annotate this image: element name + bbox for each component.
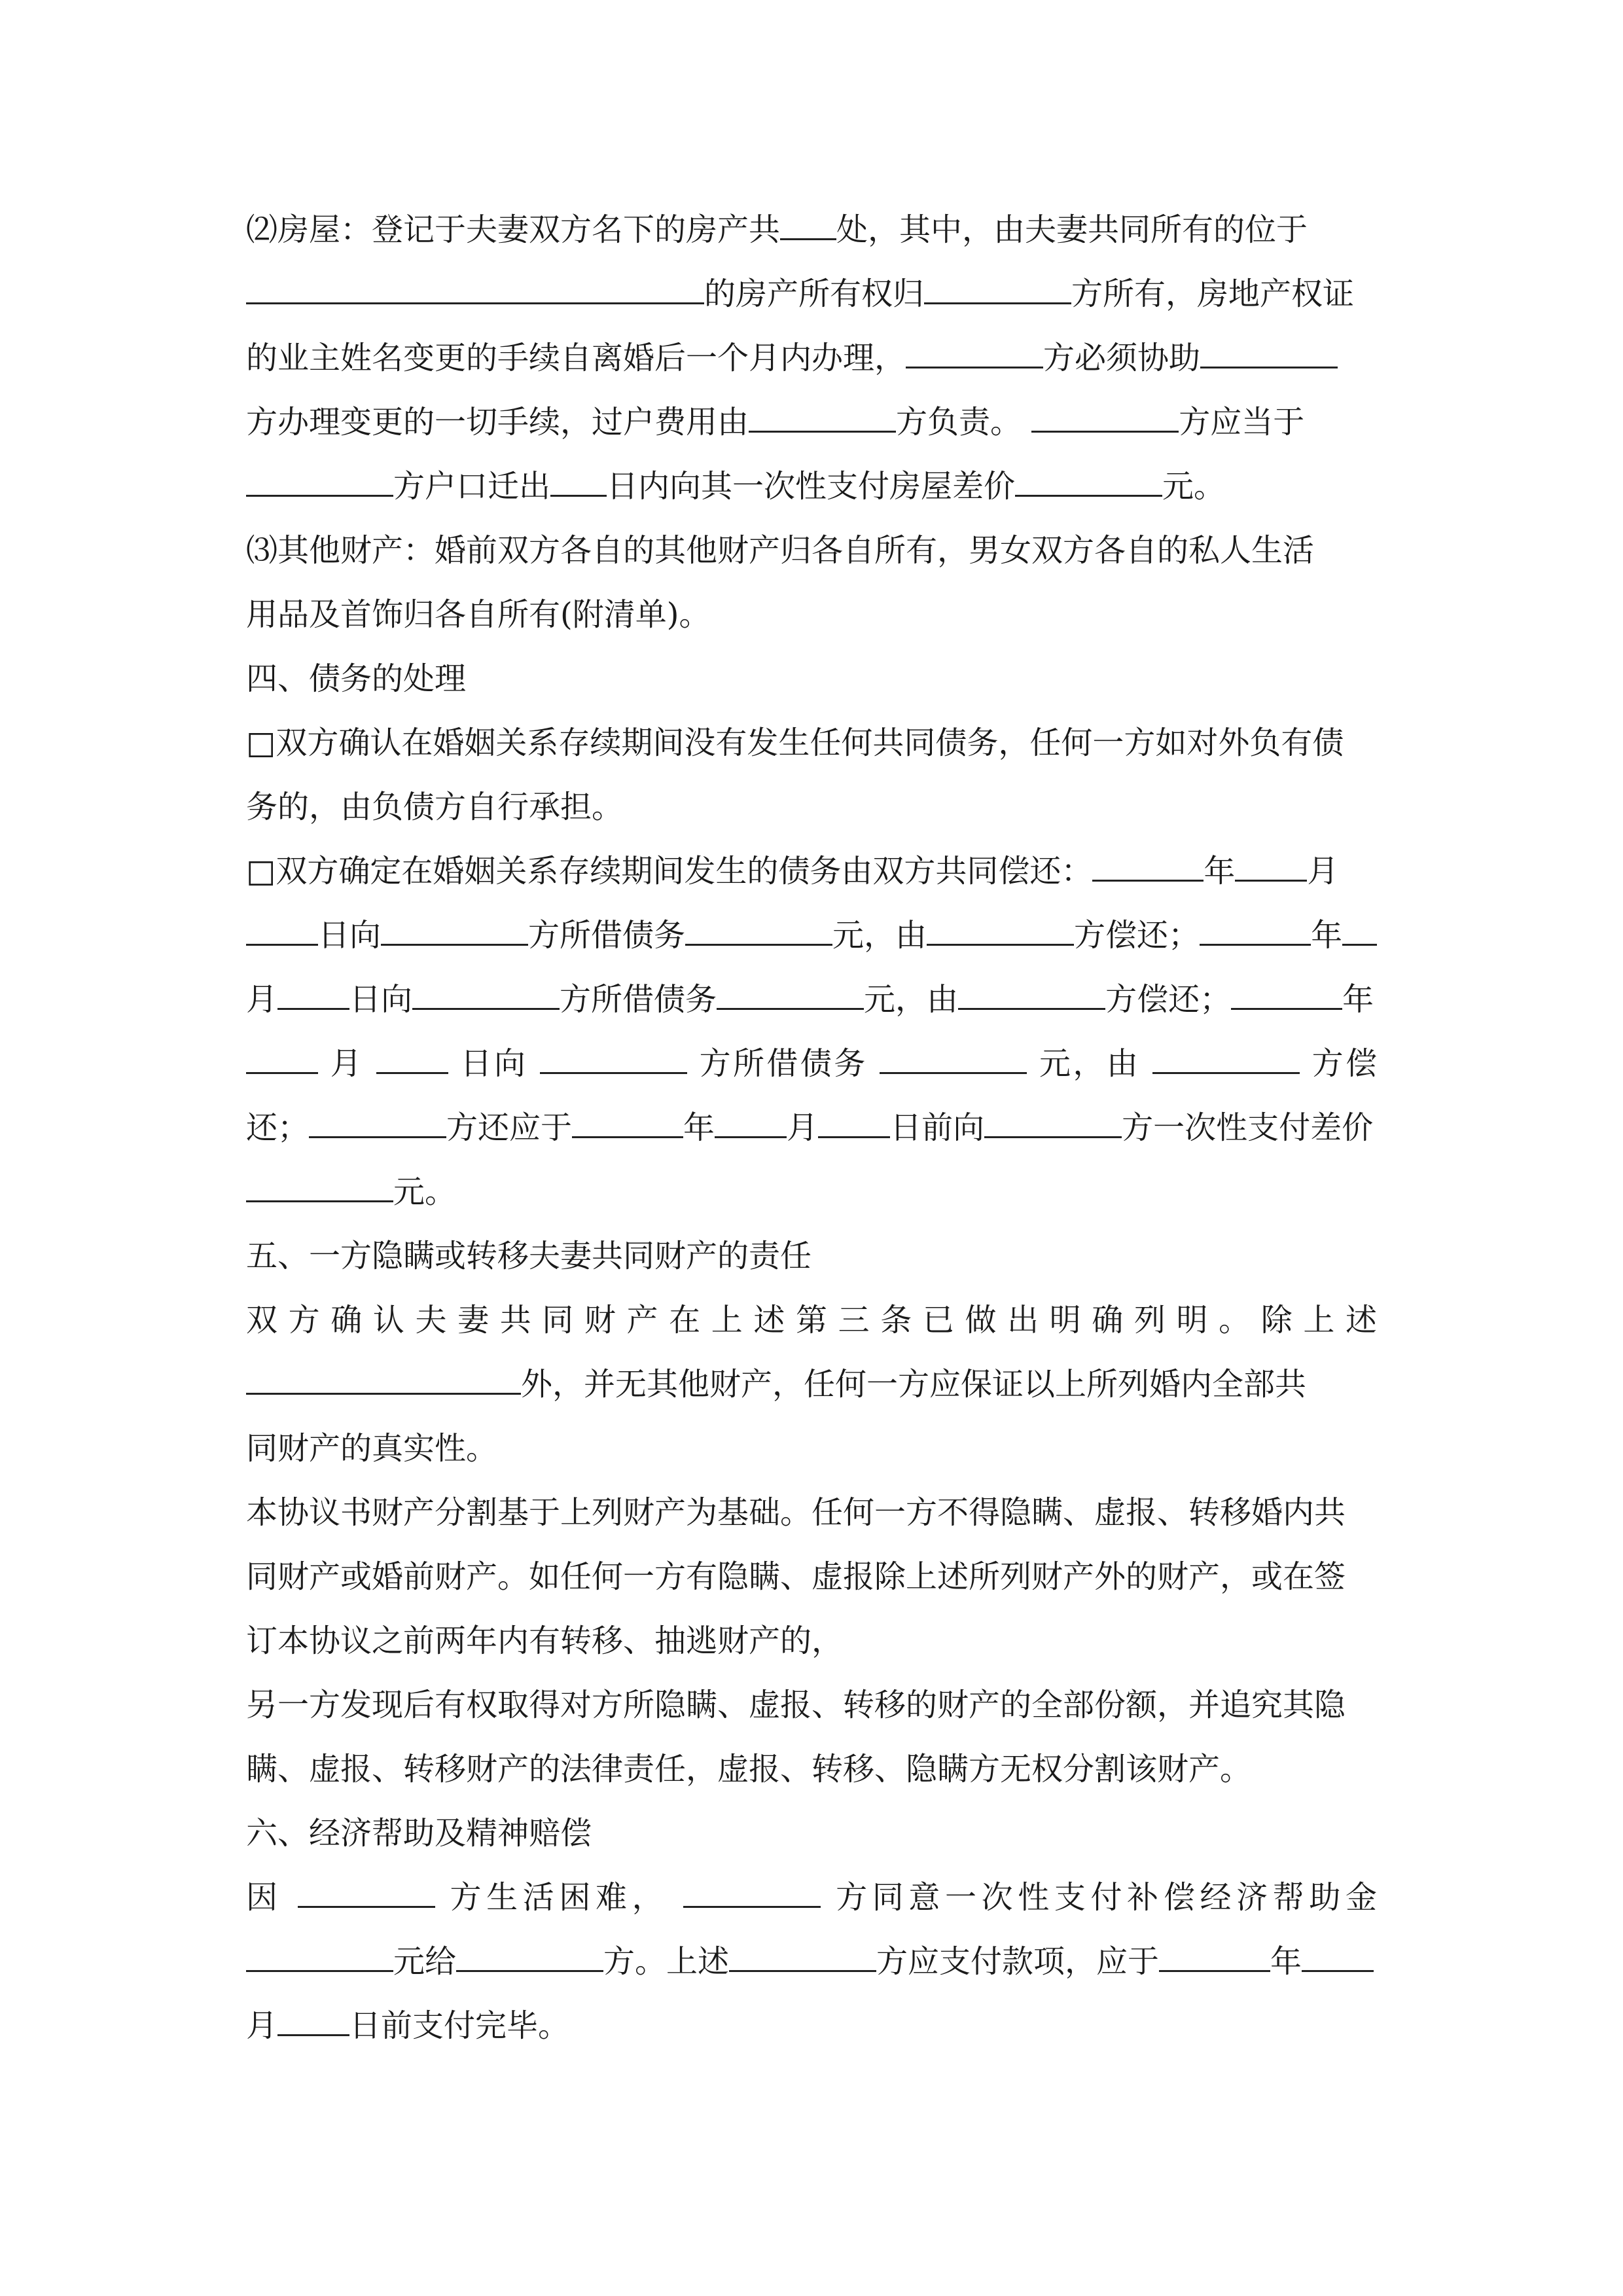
blank-field[interactable]	[540, 1047, 687, 1074]
blank-field[interactable]	[1235, 855, 1307, 882]
blank-field[interactable]	[1015, 470, 1162, 497]
blank-field[interactable]	[298, 1881, 435, 1908]
concealment-para-3-line-2: 瞒、虚报、转移财产的法律责任，虚报、转移、隐瞒方无权分割该财产。	[246, 1751, 1252, 1787]
blank-field[interactable]	[683, 1881, 821, 1908]
section-heading-compensation: 六、经济帮助及精神赔偿	[246, 1815, 592, 1852]
clause-house-line-5: 方户口迁出 日内向其一次性支付房屋差价 元。	[246, 454, 1377, 518]
blank-field[interactable]	[246, 1047, 318, 1074]
blank-field[interactable]	[749, 406, 896, 433]
clause-house-line-4: 方办理变更的一切手续，过户费用由 方负责。 方应当于	[246, 404, 1305, 440]
blank-field[interactable]	[1159, 1945, 1270, 1972]
compensation-line-2: 元给 方。上述 方应支付款项，应于 年	[246, 1929, 1377, 1994]
blank-field[interactable]	[1200, 342, 1338, 368]
section-heading-debts: 四、债务的处理	[246, 660, 467, 697]
clause-house-line-3: 的业主姓名变更的手续自离婚后一个月内办理， 方必须协助	[246, 326, 1377, 390]
blank-field[interactable]	[1031, 406, 1179, 433]
blank-field[interactable]	[246, 1175, 393, 1202]
blank-field[interactable]	[277, 2009, 349, 2036]
clause-house-line-2: 的房产所有权归 方所有，房地产权证	[246, 262, 1377, 326]
compensation-line-1: 因 方生活困难， 方同意一次性支付补偿经济帮助金	[246, 1879, 1377, 1916]
blank-field[interactable]	[246, 1368, 521, 1395]
debt-option-shared-line-4: 月 日向 方所借债务 元，由 方偿	[246, 1031, 1377, 1096]
blank-field[interactable]	[381, 919, 528, 946]
blank-field[interactable]	[880, 1047, 1027, 1074]
blank-field[interactable]	[572, 1111, 683, 1138]
blank-field[interactable]	[958, 983, 1105, 1010]
blank-field[interactable]	[376, 1047, 448, 1074]
blank-field[interactable]	[246, 470, 393, 497]
blank-field[interactable]	[309, 1111, 446, 1138]
debt-option-shared-line-1[interactable]: □双方确定在婚姻关系存续期间发生的债务由双方共同偿还： 年 月	[246, 853, 1339, 889]
blank-field[interactable]	[1092, 855, 1204, 882]
blank-field[interactable]	[246, 919, 318, 946]
blank-field[interactable]	[924, 278, 1071, 304]
blank-field[interactable]	[906, 342, 1043, 368]
concealment-para-3-line-1: 另一方发现后有权取得对方所隐瞒、虚报、转移的财产的全部份额，并追究其隐	[246, 1687, 1346, 1723]
blank-field[interactable]	[1342, 919, 1377, 946]
clause-house-line-1: ⑵房屋：登记于夫妻双方名下的房产共 处，其中，由夫妻共同所有的位于	[246, 211, 1308, 248]
compensation-line-3: 月 日前支付完毕。	[246, 2007, 570, 2044]
blank-field[interactable]	[550, 470, 607, 497]
blank-field[interactable]	[715, 1111, 787, 1138]
debt-option-shared-line-6: 元。	[246, 1160, 1377, 1224]
concealment-para-1-line-1: 双方确认夫妻共同财产在上述第三条已做出明确列明。除上述	[246, 1302, 1377, 1338]
blank-field[interactable]	[780, 213, 836, 240]
blank-field[interactable]	[412, 983, 560, 1010]
debt-option-none-line-2: 务的，由负债方自行承担。	[246, 789, 624, 825]
debt-option-none-line-1[interactable]: □双方确认在婚姻关系存续期间没有发生任何共同债务，任何一方如对外负有债	[246, 725, 1344, 761]
concealment-para-2-line-1: 本协议书财产分割基于上列财产为基础。任何一方不得隐瞒、虚报、转移婚内共	[246, 1494, 1346, 1531]
blank-field[interactable]	[456, 1945, 603, 1972]
blank-field[interactable]	[984, 1111, 1122, 1138]
blank-field[interactable]	[277, 983, 349, 1010]
clause-other-property-line-1: ⑶其他财产：婚前双方各自的其他财产归各自所有，男女双方各自的私人生活	[246, 532, 1315, 569]
concealment-para-1-line-3: 同财产的真实性。	[246, 1430, 498, 1467]
section-heading-concealment: 五、一方隐瞒或转移夫妻共同财产的责任	[246, 1238, 812, 1274]
clause-other-property-line-2: 用品及首饰归各自所有(附清单)。	[246, 596, 711, 633]
blank-field[interactable]	[1302, 1945, 1374, 1972]
concealment-para-1-line-2: 外，并无其他财产，任何一方应保证以上所列婚内全部共	[246, 1352, 1377, 1416]
blank-field[interactable]	[729, 1945, 876, 1972]
blank-field[interactable]	[1231, 983, 1342, 1010]
blank-field[interactable]	[246, 1945, 393, 1972]
blank-field[interactable]	[927, 919, 1074, 946]
blank-field[interactable]	[246, 278, 704, 304]
blank-field[interactable]	[818, 1111, 890, 1138]
blank-field[interactable]	[1200, 919, 1311, 946]
blank-field[interactable]	[685, 919, 832, 946]
concealment-para-2-line-2: 同财产或婚前财产。如任何一方有隐瞒、虚报除上述所列财产外的财产，或在签	[246, 1558, 1346, 1595]
debt-option-shared-line-3: 月 日向 方所借债务 元，由 方偿还； 年	[246, 981, 1374, 1018]
blank-field[interactable]	[717, 983, 864, 1010]
debt-option-shared-line-2: 日向 方所借债务 元，由 方偿还； 年	[246, 903, 1377, 967]
blank-field[interactable]	[1152, 1047, 1300, 1074]
debt-option-shared-line-5: 还； 方还应于 年 月 日前向 方一次性支付差价	[246, 1109, 1374, 1146]
concealment-para-2-line-3: 订本协议之前两年内有转移、抽逃财产的，	[246, 1623, 844, 1659]
